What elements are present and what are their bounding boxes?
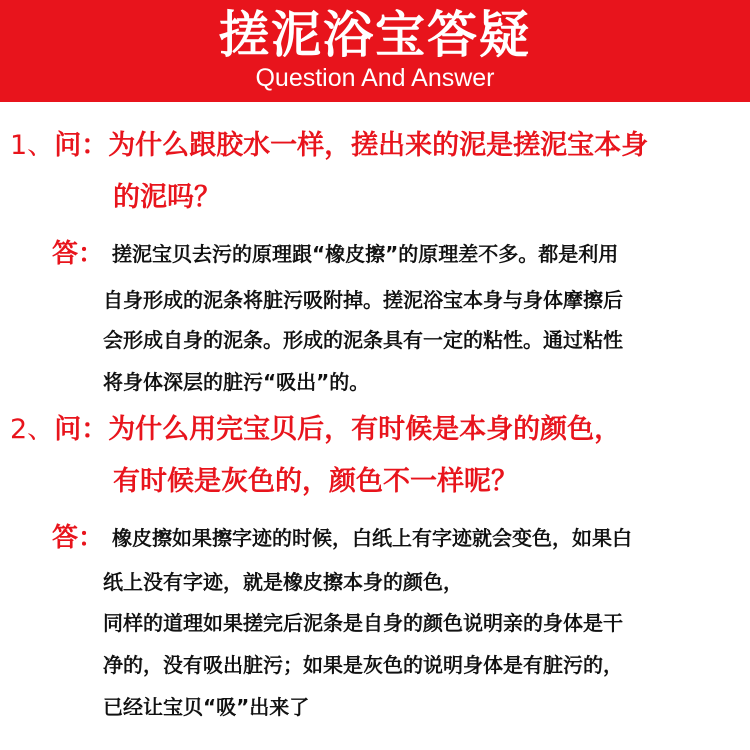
page-title: 搓泥浴宝答疑 bbox=[219, 6, 531, 64]
question-1-number: 1、 bbox=[10, 130, 55, 161]
page-subtitle: Question And Answer bbox=[255, 64, 495, 92]
answer-1-line-1: 搓泥宝贝去污的原理跟“橡皮擦”的原理差不多。都是利用 bbox=[112, 242, 619, 266]
question-1-text-2: 的泥吗？ bbox=[113, 182, 221, 213]
question-2-text-2: 有时候是灰色的，颜色不一样呢？ bbox=[113, 466, 518, 497]
question-1-line-2 bbox=[113, 178, 221, 218]
answer-1-line-3: 会形成自身的泥条。形成的泥条具有一定的粘性。通过粘性 bbox=[103, 328, 623, 352]
question-2-text-1: 为什么用完宝贝后，有时候是本身的颜色， bbox=[108, 414, 622, 445]
question-1-line-1 bbox=[10, 126, 648, 166]
answer-2-line-3: 同样的道理如果搓完后泥条是自身的颜色说明亲的身体是干 bbox=[103, 611, 623, 635]
header-banner bbox=[0, 0, 750, 102]
question-2-line-1 bbox=[10, 410, 621, 450]
answer-2-line-2: 纸上没有字迹，就是橡皮擦本身的颜色， bbox=[103, 570, 463, 594]
answer-1-line-2: 自身形成的泥条将脏污吸附掉。搓泥浴宝本身与身体摩擦后 bbox=[103, 288, 623, 312]
question-2-number: 2、 bbox=[10, 414, 55, 445]
answer-1-label: 答： bbox=[52, 239, 105, 269]
question-2-label: 问： bbox=[54, 414, 109, 445]
question-1-label: 问： bbox=[54, 130, 109, 161]
question-2-line-2 bbox=[113, 462, 518, 502]
question-1-text-1: 为什么跟胶水一样，搓出来的泥是搓泥宝本身 bbox=[108, 130, 649, 161]
answer-2-label: 答： bbox=[52, 523, 105, 553]
answer-2-line-4: 净的，没有吸出脏污；如果是灰色的说明身体是有脏污的， bbox=[103, 653, 623, 677]
answer-2-line-5: 已经让宝贝“吸”出来了 bbox=[103, 695, 310, 719]
answer-1-line-4: 将身体深层的脏污“吸出”的。 bbox=[103, 370, 370, 394]
answer-2-line-1: 橡皮擦如果擦字迹的时候，白纸上有字迹就会变色，如果白 bbox=[112, 526, 632, 550]
